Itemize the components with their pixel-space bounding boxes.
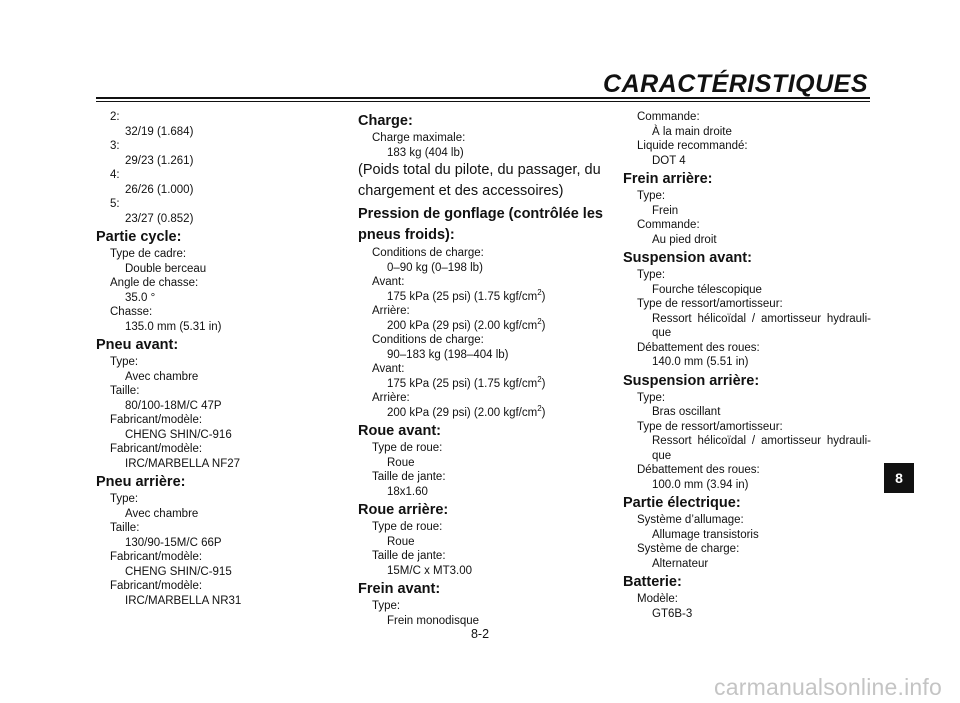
rear-spring-value: Ressort hélicoïdal / amortisseur hydrauli-que (652, 435, 871, 462)
load-condition-1-label: Conditions de charge: (372, 247, 484, 259)
rear-travel-value: 100.0 mm (3.94 in) (652, 478, 749, 491)
rear-tire-size-value: 130/90-15M/C 66P (125, 536, 222, 549)
chassis-header: Partie cycle: (96, 229, 182, 245)
trail-label: Chasse: (110, 306, 153, 318)
watermark: carmanualsonline.info (714, 674, 942, 700)
front-brake-type-label: Type: (372, 600, 401, 612)
front-tire-header: Pneu avant: (96, 337, 179, 353)
gear-5-label: 5: (110, 198, 120, 210)
front-susp-type-label: Type: (637, 269, 666, 281)
max-load-label: Charge maximale: (372, 132, 466, 144)
front-tire-make-1-label: Fabricant/modèle: (110, 414, 203, 426)
cond-1-front-label: Avant: (372, 276, 405, 288)
caster-label: Angle de chasse: (110, 277, 199, 289)
front-tire-size-value: 80/100-18M/C 47P (125, 399, 222, 412)
gear-5-value: 23/27 (0.852) (125, 212, 194, 225)
trail-value: 135.0 mm (5.31 in) (125, 320, 222, 333)
front-travel-label: Débattement des roues: (637, 341, 760, 354)
battery-model-value: GT6B-3 (652, 607, 693, 620)
front-travel-value: 140.0 mm (5.51 in) (652, 356, 749, 368)
front-spring-label: Type de ressort/amortisseur: (637, 298, 783, 310)
front-wheel-header: Roue avant: (358, 423, 441, 439)
ignition-label: Système d’allumage: (637, 514, 744, 526)
cond-1-front-value: 175 kPa (25 psi) (1.75 kgf/$cm^2$) (387, 287, 546, 303)
electrical-header: Partie électrique: (623, 495, 741, 511)
battery-header: Batterie: (623, 574, 682, 590)
rear-tire-make-1-label: Fabricant/modèle: (110, 551, 203, 563)
brake-fluid-label: Liquide recommandé: (637, 140, 748, 152)
front-spring-value: Ressort hélicoïdal / amortisseur hydrauli-que (652, 312, 871, 339)
gear-4-label: 4: (110, 169, 120, 181)
rear-tire-header: Pneu arrière: (96, 474, 186, 490)
page-title: CARACTÉRISTIQUES (603, 70, 868, 98)
rear-travel-label: Débattement des roues: (637, 464, 760, 476)
rear-wheel-type-label: Type de roue: (372, 521, 443, 533)
charging-label: Système de charge: (637, 543, 740, 555)
max-load-value: 183 kg (404 lb) (387, 146, 464, 159)
rear-tire-make-1-value: CHENG SHIN/C-915 (125, 565, 232, 578)
front-brake-command-value: À la main droite (652, 125, 732, 138)
rear-brake-command-value: Au pied droit (652, 233, 717, 246)
gear-3-value: 29/23 (1.261) (125, 154, 194, 167)
gear-4-value: 26/26 (1.000) (125, 183, 194, 196)
charging-value: Alternateur (652, 557, 709, 570)
rear-brake-command-label: Commande: (637, 219, 700, 231)
frame-type-value: Double berceau (125, 262, 207, 275)
rear-tire-make-2-value: IRC/MARBELLA NR31 (125, 594, 242, 607)
gear-2-label: 2: (110, 111, 120, 123)
rear-rim-size-value: 15M/C x MT3.00 (387, 564, 472, 577)
rear-suspension-header: Suspension arrière: (623, 372, 760, 389)
front-brake-header: Frein avant: (358, 581, 441, 597)
rear-susp-type-value: Bras oscillant (652, 406, 721, 418)
rear-brake-header: Frein arrière: (623, 171, 713, 187)
column-2 (358, 110, 606, 628)
cond-2-rear-label: Arrière: (372, 392, 410, 404)
rear-spring-label: Type de ressort/amortisseur: (637, 420, 783, 433)
pressure-header: Pression de gonflage (contrôlée les pneus froids): (358, 206, 603, 243)
chapter-tab: 8 (884, 463, 914, 493)
front-wheel-type-value: Roue (387, 456, 415, 469)
front-suspension-header: Suspension avant: (623, 250, 752, 266)
caster-value: 35.0 ° (125, 291, 156, 304)
front-brake-command-label: Commande: (637, 111, 700, 123)
load-condition-2-label: Conditions de charge: (372, 334, 484, 346)
rear-tire-type-value: Avec chambre (125, 507, 199, 520)
load-header: Charge: (358, 113, 413, 129)
front-tire-make-2-value: IRC/MARBELLA NF27 (125, 457, 241, 470)
rear-rim-size-label: Taille de jante: (372, 550, 446, 562)
rear-brake-type-value: Frein (652, 204, 679, 217)
gear-3-label: 3: (110, 140, 120, 152)
rear-wheel-type-value: Roue (387, 535, 415, 548)
cond-1-rear-label: Arrière: (372, 305, 410, 317)
battery-model-label: Modèle: (637, 593, 678, 605)
ignition-value: Allumage transistoris (652, 528, 759, 541)
title-rule (96, 97, 870, 102)
rear-tire-make-2-label: Fabricant/modèle: (110, 580, 203, 592)
front-tire-make-2-label: Fabricant/modèle: (110, 443, 203, 455)
front-brake-type-value: Frein monodisque (387, 614, 480, 627)
rear-wheel-header: Roue arrière: (358, 502, 449, 518)
cond-2-front-value: 175 kPa (25 psi) (1.75 kgf/$cm^2$) (387, 374, 546, 390)
rear-brake-type-label: Type: (637, 190, 666, 202)
front-tire-type-label: Type: (110, 356, 139, 368)
cond-2-front-label: Avant: (372, 363, 405, 375)
front-tire-type-value: Avec chambre (125, 370, 199, 383)
column-1 (96, 110, 332, 608)
load-note: (Poids total du pilote, du passager, du chargement et des accessoires) (358, 162, 601, 199)
rear-susp-type-label: Type: (637, 391, 666, 404)
page-number: 8-2 (470, 627, 490, 641)
column-3 (623, 110, 871, 621)
cond-1-rear-value: 200 kPa (29 psi) (2.00 kgf/$cm^2$) (387, 316, 546, 332)
load-condition-1-value: 0–90 kg (0–198 lb) (387, 261, 483, 274)
front-wheel-type-label: Type de roue: (372, 442, 443, 454)
cond-2-rear-value: 200 kPa (29 psi) (2.00 kgf/$cm^2$) (387, 403, 546, 419)
frame-type-label: Type de cadre: (110, 248, 187, 260)
front-susp-type-value: Fourche télescopique (652, 283, 762, 296)
front-tire-size-label: Taille: (110, 385, 140, 397)
gear-2-value: 32/19 (1.684) (125, 125, 194, 138)
front-rim-size-value: 18x1.60 (387, 485, 428, 498)
front-tire-make-1-value: CHENG SHIN/C-916 (125, 428, 232, 441)
rear-tire-type-label: Type: (110, 493, 139, 505)
rear-tire-size-label: Taille: (110, 522, 140, 534)
load-condition-2-value: 90–183 kg (198–404 lb) (387, 348, 509, 361)
front-rim-size-label: Taille de jante: (372, 471, 446, 483)
brake-fluid-value: DOT 4 (652, 154, 686, 167)
